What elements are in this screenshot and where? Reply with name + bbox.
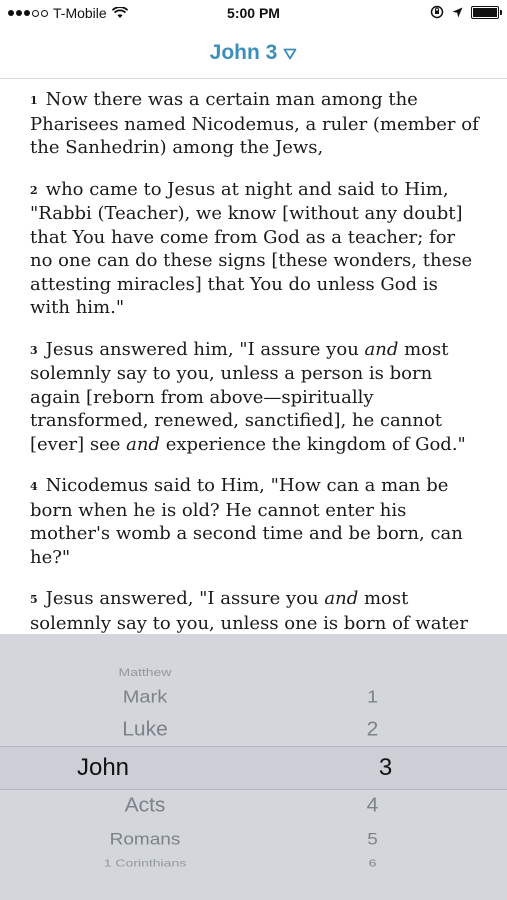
verse-number: 3 (30, 343, 38, 357)
picker-book-option[interactable]: Luke (122, 718, 168, 741)
verse-2[interactable] (30, 178, 480, 320)
nav-header (0, 28, 507, 79)
chapter-title-label: John 3 (209, 41, 278, 64)
verse-text: and (364, 338, 399, 360)
picker-book-option[interactable]: Acts (124, 794, 166, 817)
book-chapter-picker[interactable] (0, 634, 507, 900)
location-arrow-icon (452, 7, 463, 18)
verse-text: most solemnly say to you, unless one is born of water (30, 588, 468, 634)
verse-text: experience the kingdom of God." (159, 433, 466, 455)
picker-book-option[interactable]: 1 Corinthians (103, 857, 187, 869)
verse-number: 5 (30, 593, 38, 606)
picker-chapter-option[interactable]: 6 (368, 857, 377, 869)
picker-chapter-option[interactable]: 2 (366, 718, 379, 741)
verse-3[interactable] (30, 338, 480, 457)
verse-text: and (324, 588, 359, 609)
carrier-label: T-Mobile (53, 5, 107, 21)
verse-text: Now there was a certain man among the Pharisees named Nicodemus, a ruler (member of the Sanhedrin) among the Jews, (30, 89, 479, 158)
verse-text: most solemnly say to you, unless a person is born again [reborn from above—spiritually transformed, renewed, sanctified], he cannot [ever] see (30, 338, 449, 455)
status-right (430, 5, 499, 19)
scripture-content[interactable] (30, 88, 480, 634)
verse-text: who came to Jesus at night and said to Him, "Rabbi (Teacher), we know [without any doubt] that You have come from God as a teacher; for no one can do these signs [these wonders, these attesting miracles] that You do unless God is with him." (30, 178, 473, 318)
picker-book-option[interactable]: Mark (122, 687, 168, 707)
verse-text: and (126, 433, 160, 455)
dropdown-triangle-icon (283, 48, 297, 60)
battery-level (473, 8, 497, 17)
picker-book-option[interactable]: Matthew (118, 665, 172, 679)
verse-text: Jesus answered him, "I assure you (45, 338, 365, 360)
battery-icon (471, 6, 499, 19)
picker-chapter-option[interactable]: 4 (366, 794, 379, 817)
verse-4[interactable] (30, 474, 480, 569)
chapter-title-button[interactable] (210, 41, 298, 65)
picker-chapter-option[interactable]: 3 (378, 754, 393, 781)
picker-book-option[interactable]: Romans (109, 830, 181, 849)
orientation-lock-icon (430, 5, 444, 19)
verse-number: 1 (30, 94, 38, 107)
verse-text: Jesus answered, "I assure you (45, 588, 325, 609)
status-bar (0, 0, 507, 28)
picker-chapter-option[interactable]: 5 (367, 830, 378, 849)
verse-5[interactable] (30, 587, 480, 634)
verse-1[interactable] (30, 88, 480, 160)
verse-number: 2 (30, 183, 38, 197)
verse-number: 4 (30, 480, 38, 493)
picker-book-option[interactable]: John (76, 754, 130, 781)
verse-text: Nicodemus said to Him, "How can a man be born when he is old? He cannot enter his mother's womb a second time and be born, can he?" (30, 475, 463, 568)
status-time: 5:00 PM (227, 5, 280, 21)
picker-chapter-option[interactable]: 1 (366, 687, 379, 707)
